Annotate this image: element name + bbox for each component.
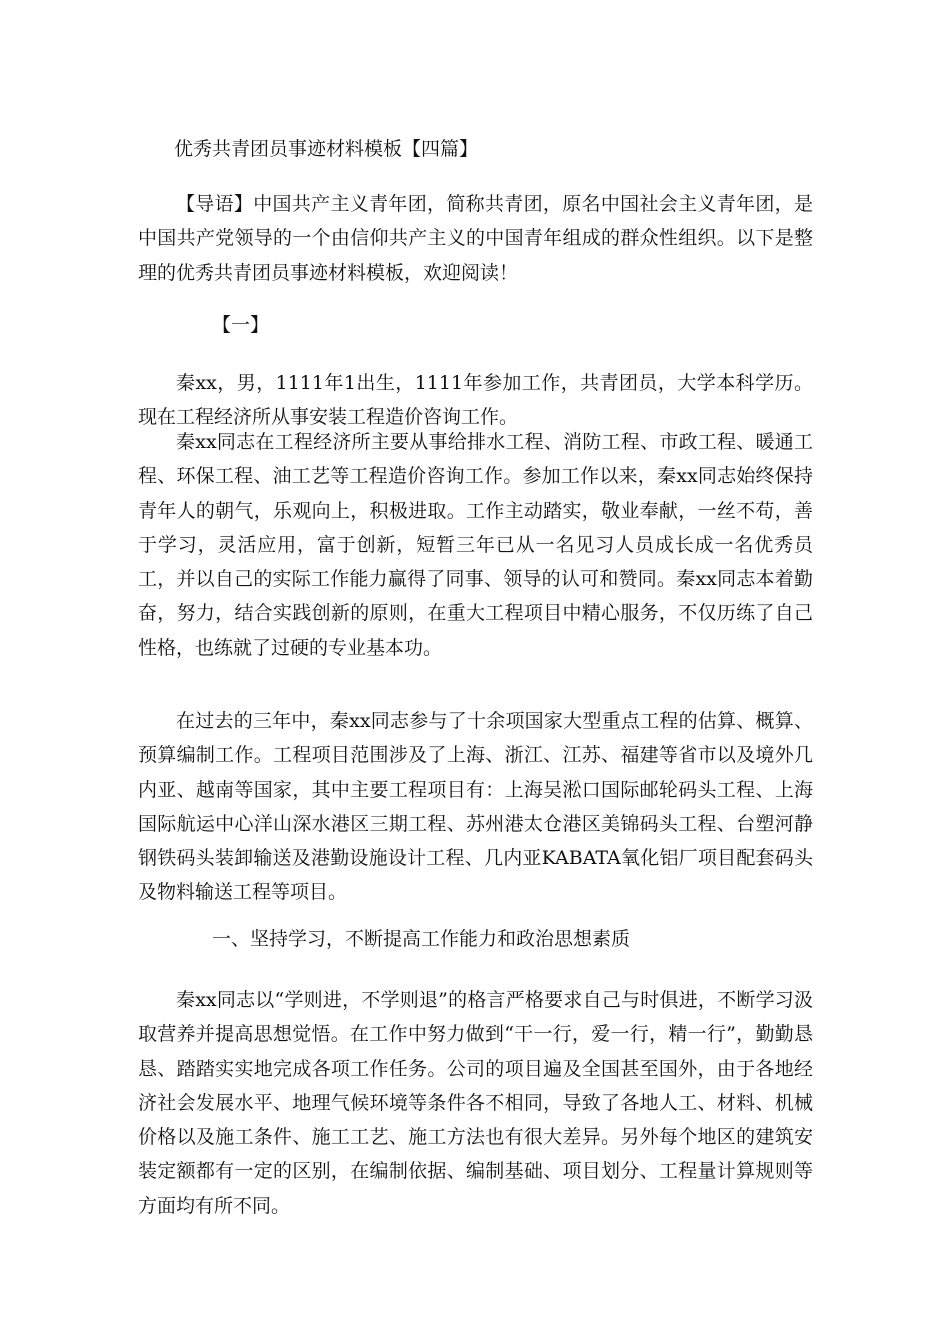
body-paragraph-2: 秦xx同志在工程经济所主要从事给排水工程、消防工程、市政工程、暖通工程、环保工程、油工艺等工程造价咨询工作。参加工作以来，秦xx同志始终保持青年人的朝气，乐观向上，积极进取。工作主动踏实，敬业奉献，一丝不苟，善于学习，灵活应用，富于创新，短暂三年已从一名见习人员成长成一名优秀员工，并以自己的实际工作能力赢得了同事、领导的认可和赞同。秦xx同志本着勤奋，努力，结合实践创新的原则，在重大工程项目中精心服务，不仅历练了自己性格，也练就了过硬的专业基本功。: [138, 431, 813, 659]
body-paragraph-4: 秦xx同志以“学则进，不学则退”的格言严格要求自己与时俱进，不断学习汲取营养并提高思想觉悟。在工作中努力做到“干一行，爱一行，精一行”，勤勤恳恳、踏踏实实地完成各项工作任务。公司的项目遍及全国甚至国外，由于各地经济社会发展水平、地理气候环境等条件各不相同，导致了各地人工、材料、机械价格以及施工条件、施工工艺、施工方法也有很大差异。另外每个地区的建筑安装定额都有一定的区别，在编制依据、编制基础、项目划分、工程量计算规则等方面均有所不同。: [138, 989, 813, 1217]
subsection-heading: 一、坚持学习，不断提高工作能力和政治思想素质: [212, 928, 631, 950]
body-paragraph-1: 秦xx，男，1111年1出生，1111年参加工作，共青团员，大学本科学历。现在工程经济所从事安装工程造价咨询工作。: [138, 372, 813, 429]
body-paragraph-3: 在过去的三年中，秦xx同志参与了十余项国家大型重点工程的估算、概算、预算编制工作。工程项目范围涉及了上海、浙江、江苏、福建等省市以及境外几内亚、越南等国家，其中主要工程项目有：上海吴淞口国际邮轮码头工程、上海国际航运中心洋山深水港区三期工程、苏州港太仓港区美锦码头工程、台塑河静钢铁码头装卸输送及港勤设施设计工程、几内亚KABATA氧化铝厂项目配套码头及物料输送工程等项目。: [138, 710, 813, 904]
document-title: 优秀共青团员事迹材料模板【四篇】: [174, 138, 479, 160]
intro-paragraph: 【导语】中国共产主义青年团，简称共青团，原名中国社会主义青年团，是中国共产党领导的一个由信仰共产主义的中国青年组成的群众性组织。以下是整理的优秀共青团员事迹材料模板，欢迎阅读！: [138, 193, 813, 284]
section-heading: 【一】: [212, 314, 270, 336]
